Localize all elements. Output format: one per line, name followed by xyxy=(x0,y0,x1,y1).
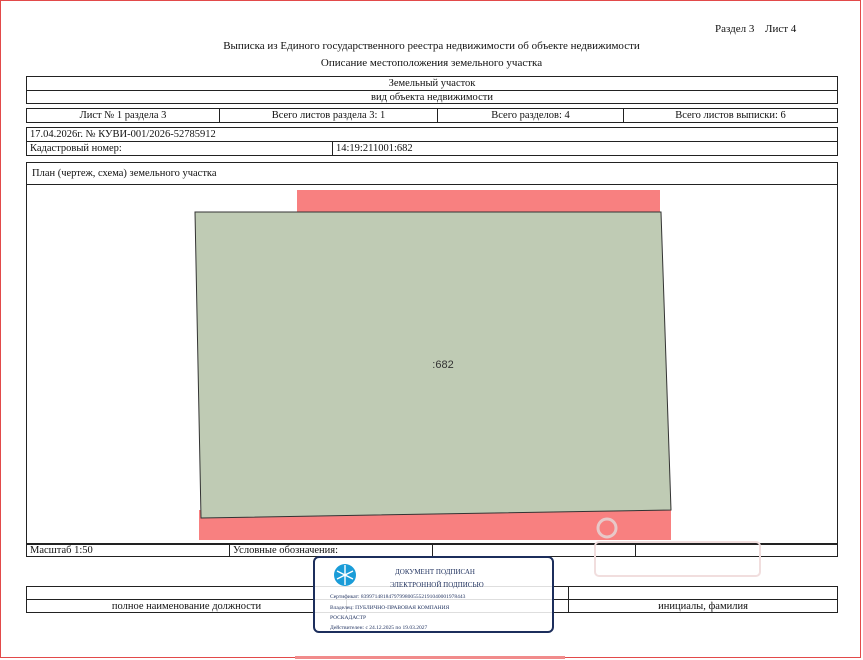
extract-row xyxy=(26,127,838,142)
watermark-logo xyxy=(575,512,775,582)
symbols-label: Условные обозначения: xyxy=(230,545,433,556)
page-title: Выписка из Единого государственного реестра недвижимости об объекте недвижимости xyxy=(223,40,640,52)
name-caption: инициалы, фамилия xyxy=(658,600,748,612)
plan-area xyxy=(26,184,838,544)
position-caption: полное наименование должности xyxy=(27,599,347,613)
cadastral-label: Кадастровый номер: xyxy=(27,142,333,155)
stamp-line1: ДОКУМЕНТ ПОДПИСАН xyxy=(395,568,475,576)
sheet-label: Лист 4 xyxy=(765,23,797,35)
page-subtitle: Описание местоположения земельного участка xyxy=(320,57,543,69)
object-type-caption: вид объекта недвижимости xyxy=(371,91,493,103)
stamp-certificate: Сертификат: 839971481847979980055521910400019784​43 xyxy=(330,594,466,600)
extract-date-number: 17.04.2026г. № КУВИ-001/2026-52785912 xyxy=(30,129,216,140)
parcel-label: :682 xyxy=(432,359,454,371)
sheet-info-row xyxy=(26,108,838,123)
stamp-owner2: РОСКАДАСТР xyxy=(330,615,367,621)
object-type: Земельный участок xyxy=(388,78,476,89)
stamp-valid: Действителен: с 24.12.2025 по 19.03.2027 xyxy=(330,625,428,631)
section-label: Раздел 3 xyxy=(715,23,755,35)
scale-label: Масштаб 1:50 xyxy=(27,545,230,556)
sheet-of-section: Лист № 1 раздела 3 xyxy=(27,109,220,122)
cadastral-row xyxy=(26,141,838,156)
plan-title: План (чертеж, схема) земельного участка xyxy=(32,168,217,179)
object-type-row xyxy=(26,76,838,91)
bottom-strip xyxy=(295,656,565,659)
total-sheets-extract: Всего листов выписки: 6 xyxy=(675,110,786,121)
object-caption-row xyxy=(26,90,838,104)
e-signature-stamp xyxy=(313,556,554,633)
plan-drawing xyxy=(27,185,837,543)
total-sections: Всего разделов: 4 xyxy=(438,109,624,122)
plan-title-row xyxy=(26,162,838,185)
cadastral-value: 14:19:211001:682 xyxy=(336,143,413,154)
stamp-owner: Владелец: ПУБЛИЧНО-ПРАВОВАЯ КОМПАНИЯ xyxy=(330,605,450,611)
emblem-icon xyxy=(333,563,357,587)
stamp-line2: ЭЛЕКТРОННОЙ ПОДПИСЬЮ xyxy=(390,581,484,589)
neighbor-parcel-top xyxy=(297,190,660,214)
total-sheets-section: Всего листов раздела 3: 1 xyxy=(220,109,438,122)
